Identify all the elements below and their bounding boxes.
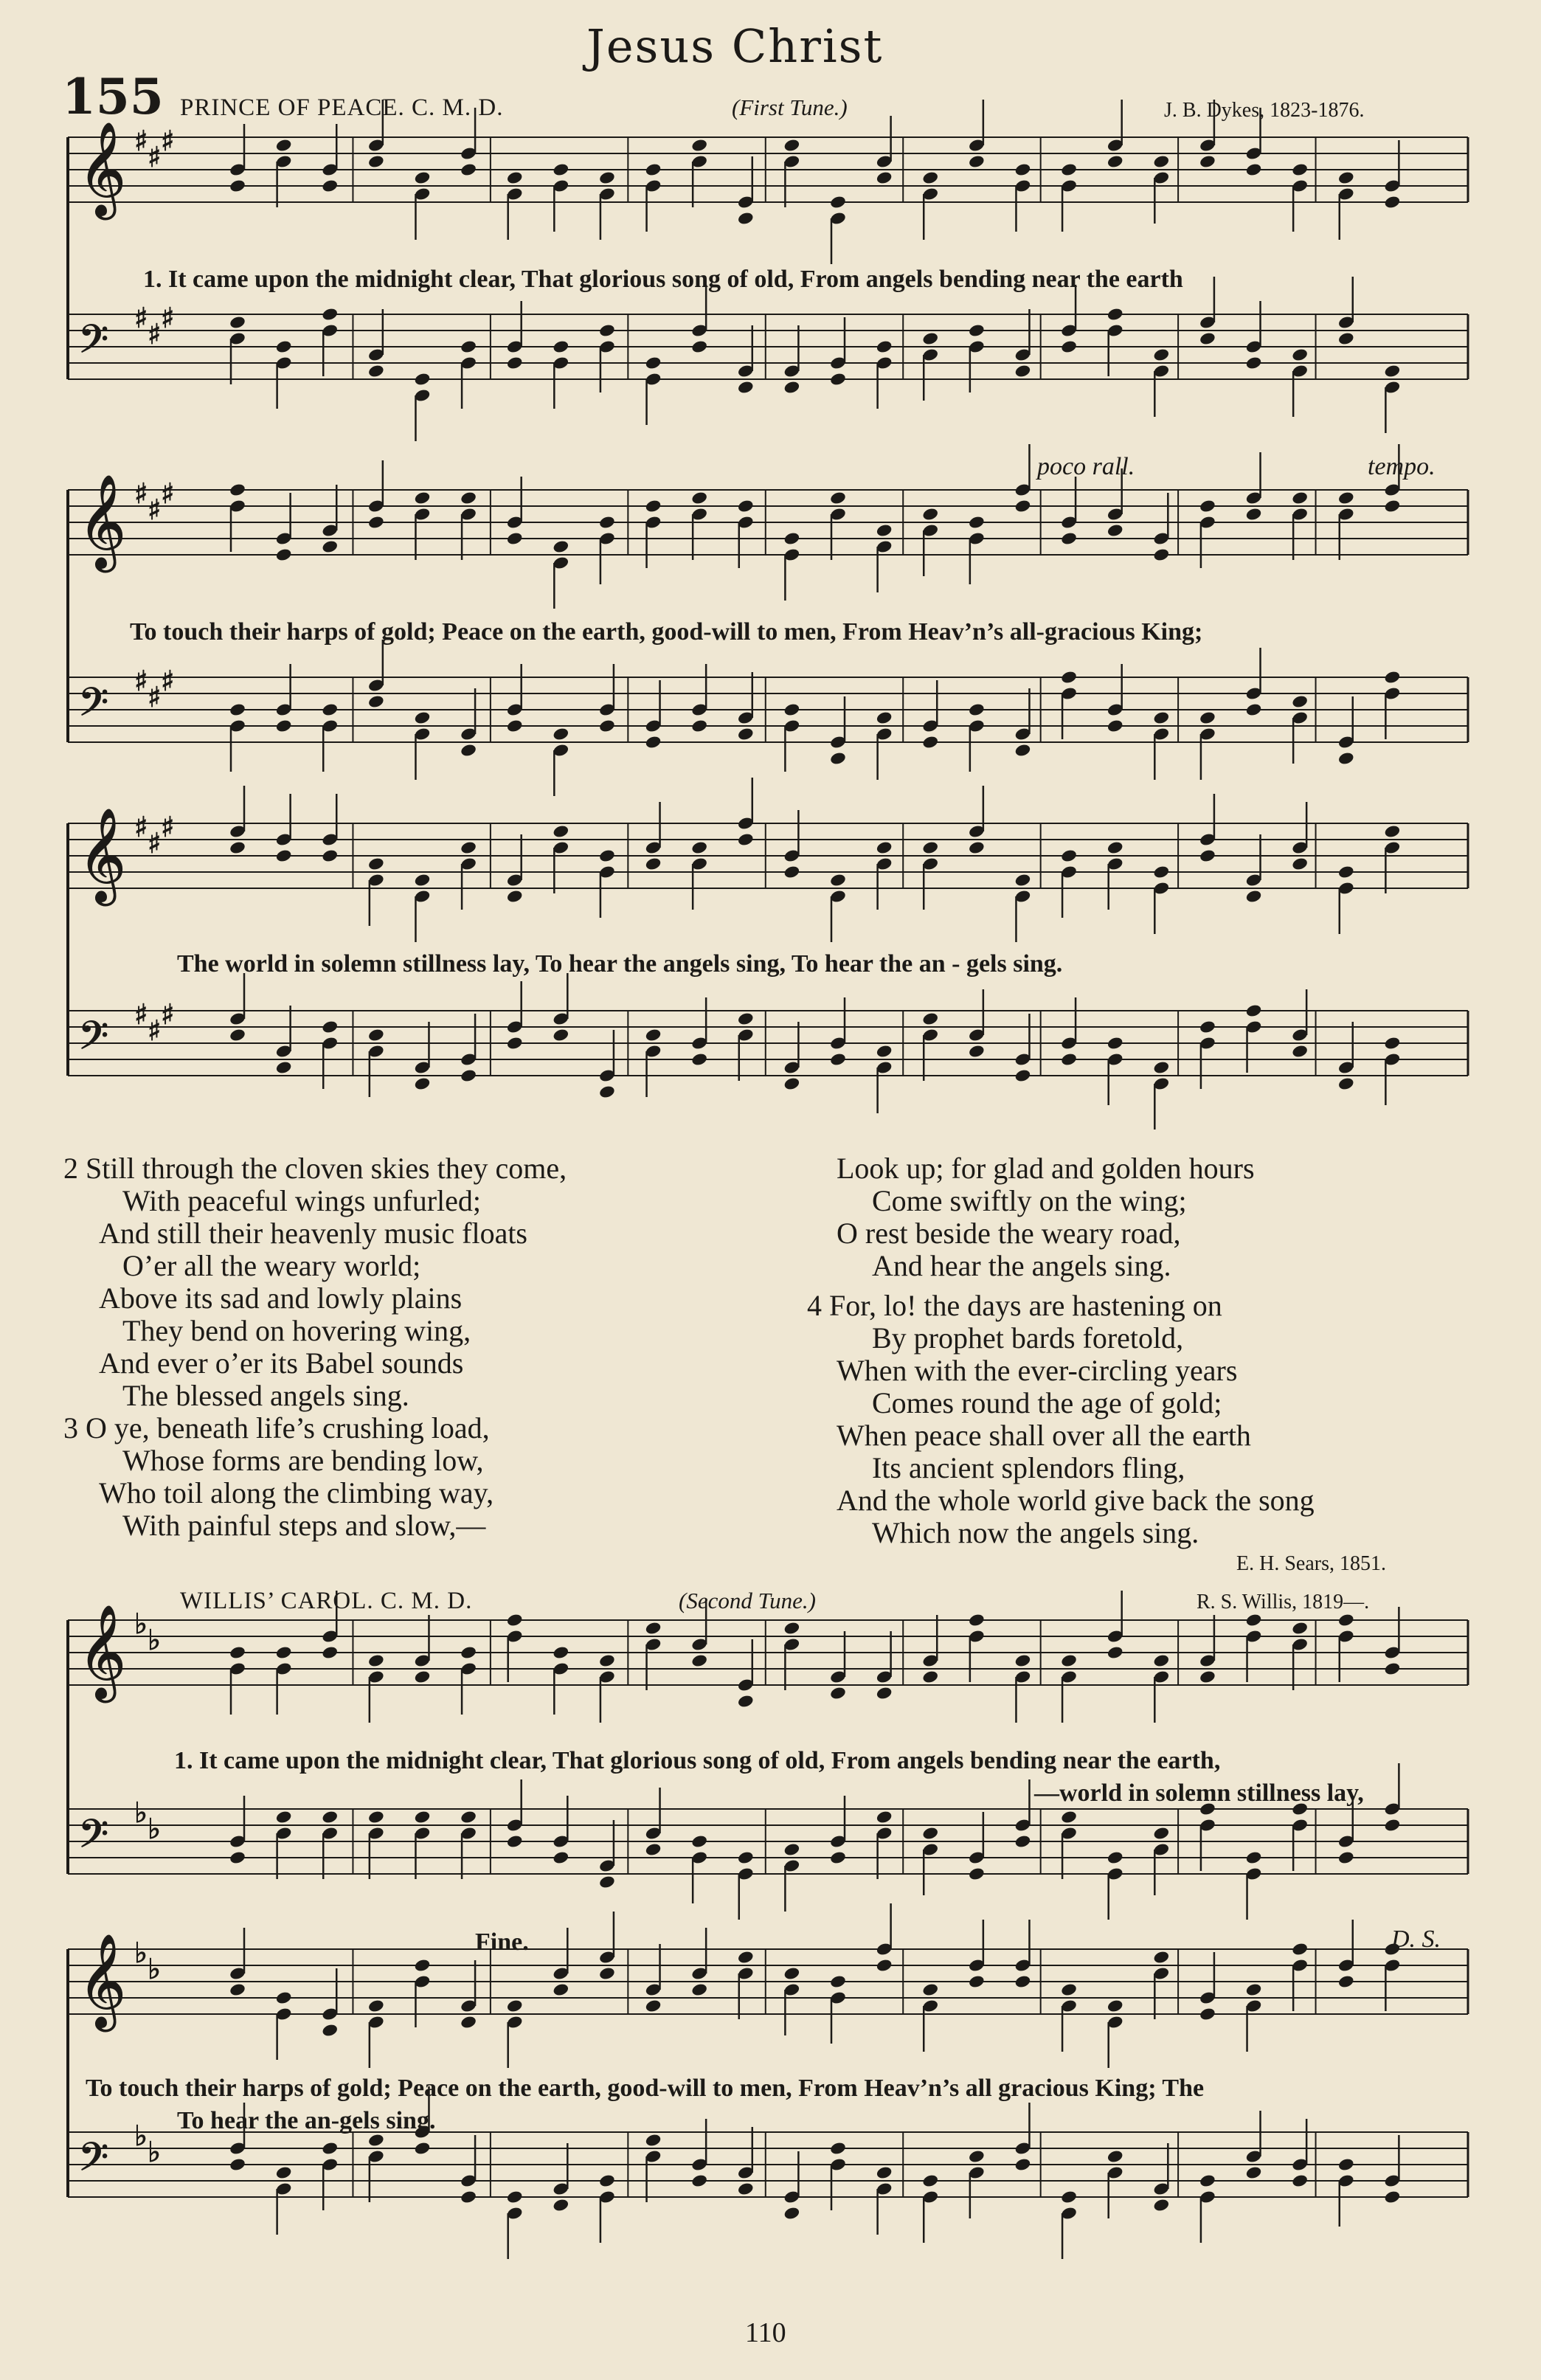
- bass-clef: 𝄢: [78, 2135, 109, 2190]
- hymn-number: 155: [62, 68, 164, 125]
- lyric-line-1: 1. It came upon the midnight clear, That glorious song of old, From angels bending near the earth: [143, 266, 1183, 293]
- verse-line: Which now the angels sing.: [872, 1516, 1199, 1549]
- verse-line: Comes round the age of gold;: [872, 1386, 1222, 1419]
- key-signature: ♯: [134, 125, 148, 157]
- verse-line: Still through the cloven skies they come,: [86, 1152, 567, 1185]
- verse-line: Its ancient splendors fling,: [872, 1451, 1185, 1484]
- verses-right: [807, 1152, 1315, 1549]
- bass-clef: 𝄢: [78, 317, 109, 372]
- key-signature: ♭: [148, 2136, 161, 2168]
- tune-name: PRINCE OF PEACE. C. M. D.: [180, 94, 504, 121]
- treble-clef: 𝄞: [78, 474, 127, 568]
- treble-clef: 𝄞: [78, 807, 127, 902]
- second-lyric-line-1b: —world in solemn stillness lay,: [1034, 1779, 1364, 1807]
- fine-marking: Fine.: [475, 1928, 529, 1956]
- key-signature: ♯: [148, 318, 162, 350]
- key-signature: ♯: [161, 302, 175, 334]
- verse-line: When peace shall over all the earth: [837, 1419, 1251, 1452]
- verse-line: And still their heavenly music floats: [99, 1217, 527, 1250]
- second-lyric-line-1: 1. It came upon the midnight clear, That glorious song of old, From angels bending near the earth,: [174, 1747, 1221, 1774]
- verse-line: Whose forms are bending low,: [122, 1444, 484, 1477]
- verse-line: When with the ever-circling years: [837, 1354, 1238, 1387]
- key-signature: ♯: [148, 681, 162, 713]
- verse-line: Come swiftly on the wing;: [872, 1184, 1187, 1217]
- note-group: [229, 100, 1401, 264]
- key-signature: ♭: [134, 1937, 148, 1969]
- bass-clef: 𝄢: [78, 1812, 109, 1867]
- verse-number: 3: [63, 1411, 78, 1445]
- key-signature: ♯: [134, 998, 148, 1031]
- key-signature: ♯: [148, 494, 162, 526]
- staff: [68, 665, 1468, 742]
- note-group: [229, 778, 1401, 942]
- direction-tempo: tempo.: [1368, 453, 1436, 480]
- second-lyric-line-2b: To hear the an-gels sing.: [177, 2107, 436, 2134]
- key-signature: ♯: [148, 1014, 162, 1047]
- key-signature: ♭: [134, 1608, 148, 1640]
- verse-line: O rest beside the weary road,: [837, 1217, 1181, 1250]
- verse-line: Above its sad and lowly plains: [99, 1281, 463, 1315]
- key-signature: ♭: [148, 1624, 161, 1656]
- verse-line: With painful steps and slow,—: [122, 1509, 486, 1542]
- verse-line: And hear the angels sing.: [872, 1249, 1171, 1282]
- second-composer: R. S. Willis, 1819—.: [1197, 1591, 1370, 1613]
- key-signature: ♭: [134, 2120, 148, 2152]
- note-group: [229, 277, 1401, 441]
- ds-marking: D. S.: [1391, 1926, 1441, 1953]
- key-signature: ♯: [134, 477, 148, 510]
- note-group: [229, 1903, 1401, 2068]
- verse-line: Who toil along the climbing way,: [99, 1476, 494, 1509]
- treble-clef: 𝄞: [78, 1933, 127, 2027]
- key-signature: ♯: [148, 141, 162, 173]
- bass-clef: 𝄢: [78, 1014, 109, 1068]
- lyric-line-2: To touch their harps of gold; Peace on the earth, good-will to men, From Heav’n’s all-gracious King;: [130, 618, 1203, 646]
- verse-line: O ye, beneath life’s crushing load,: [86, 1411, 490, 1445]
- verse-line: Look up; for glad and golden hours: [837, 1152, 1255, 1185]
- direction-rall: poco rall.: [1037, 453, 1135, 480]
- verse-line: They bend on hovering wing,: [122, 1314, 471, 1347]
- key-signature: ♯: [161, 665, 175, 697]
- key-signature: ♭: [148, 1953, 161, 1985]
- verse-line: And the whole world give back the song: [837, 1484, 1315, 1517]
- verse-line: With peaceful wings unfurled;: [122, 1184, 482, 1217]
- second-tune-label: (Second Tune.): [679, 1588, 816, 1613]
- key-signature: ♯: [134, 665, 148, 697]
- note-group: [229, 444, 1401, 609]
- key-signature: ♯: [161, 477, 175, 510]
- verse-line: By prophet bards foretold,: [872, 1321, 1184, 1355]
- key-signature: ♯: [134, 811, 148, 843]
- treble-clef: 𝄞: [78, 121, 127, 215]
- key-signature: ♯: [161, 125, 175, 157]
- verse-line: And ever o’er its Babel sounds: [99, 1346, 464, 1380]
- verse-line: For, lo! the days are hastening on: [829, 1289, 1222, 1322]
- key-signature: ♭: [148, 1813, 161, 1845]
- key-signature: ♭: [134, 1796, 148, 1829]
- treble-clef: 𝄞: [78, 1604, 127, 1698]
- composer: J. B. Dykes, 1823-1876.: [1164, 99, 1365, 122]
- verse-line: O’er all the weary world;: [122, 1249, 421, 1282]
- verse-number: 4: [807, 1289, 822, 1322]
- verse-author: E. H. Sears, 1851.: [1236, 1552, 1386, 1575]
- verse-line: The blessed angels sing.: [122, 1379, 409, 1412]
- lyric-line-3: The world in solemn stillness lay, To hear the angels sing, To hear the an - gels sing.: [177, 950, 1063, 978]
- page-number: 110: [745, 2317, 786, 2348]
- section-title: Jesus Christ: [586, 19, 884, 73]
- second-tune-name: WILLIS’ CAROL. C. M. D.: [180, 1588, 473, 1614]
- note-group: [229, 973, 1401, 1130]
- tune-label: (First Tune.): [732, 94, 848, 120]
- key-signature: ♯: [161, 998, 175, 1031]
- key-signature: ♯: [134, 302, 148, 334]
- bass-clef: 𝄢: [78, 680, 109, 735]
- verse-number: 2: [63, 1152, 78, 1185]
- note-group: [229, 640, 1401, 796]
- second-lyric-line-2: To touch their harps of gold; Peace on the earth, good-will to men, From Heav’n’s all gracious King; The: [86, 2075, 1205, 2102]
- key-signature: ♯: [161, 811, 175, 843]
- key-signature: ♯: [148, 827, 162, 859]
- verses-left: [63, 1152, 567, 1542]
